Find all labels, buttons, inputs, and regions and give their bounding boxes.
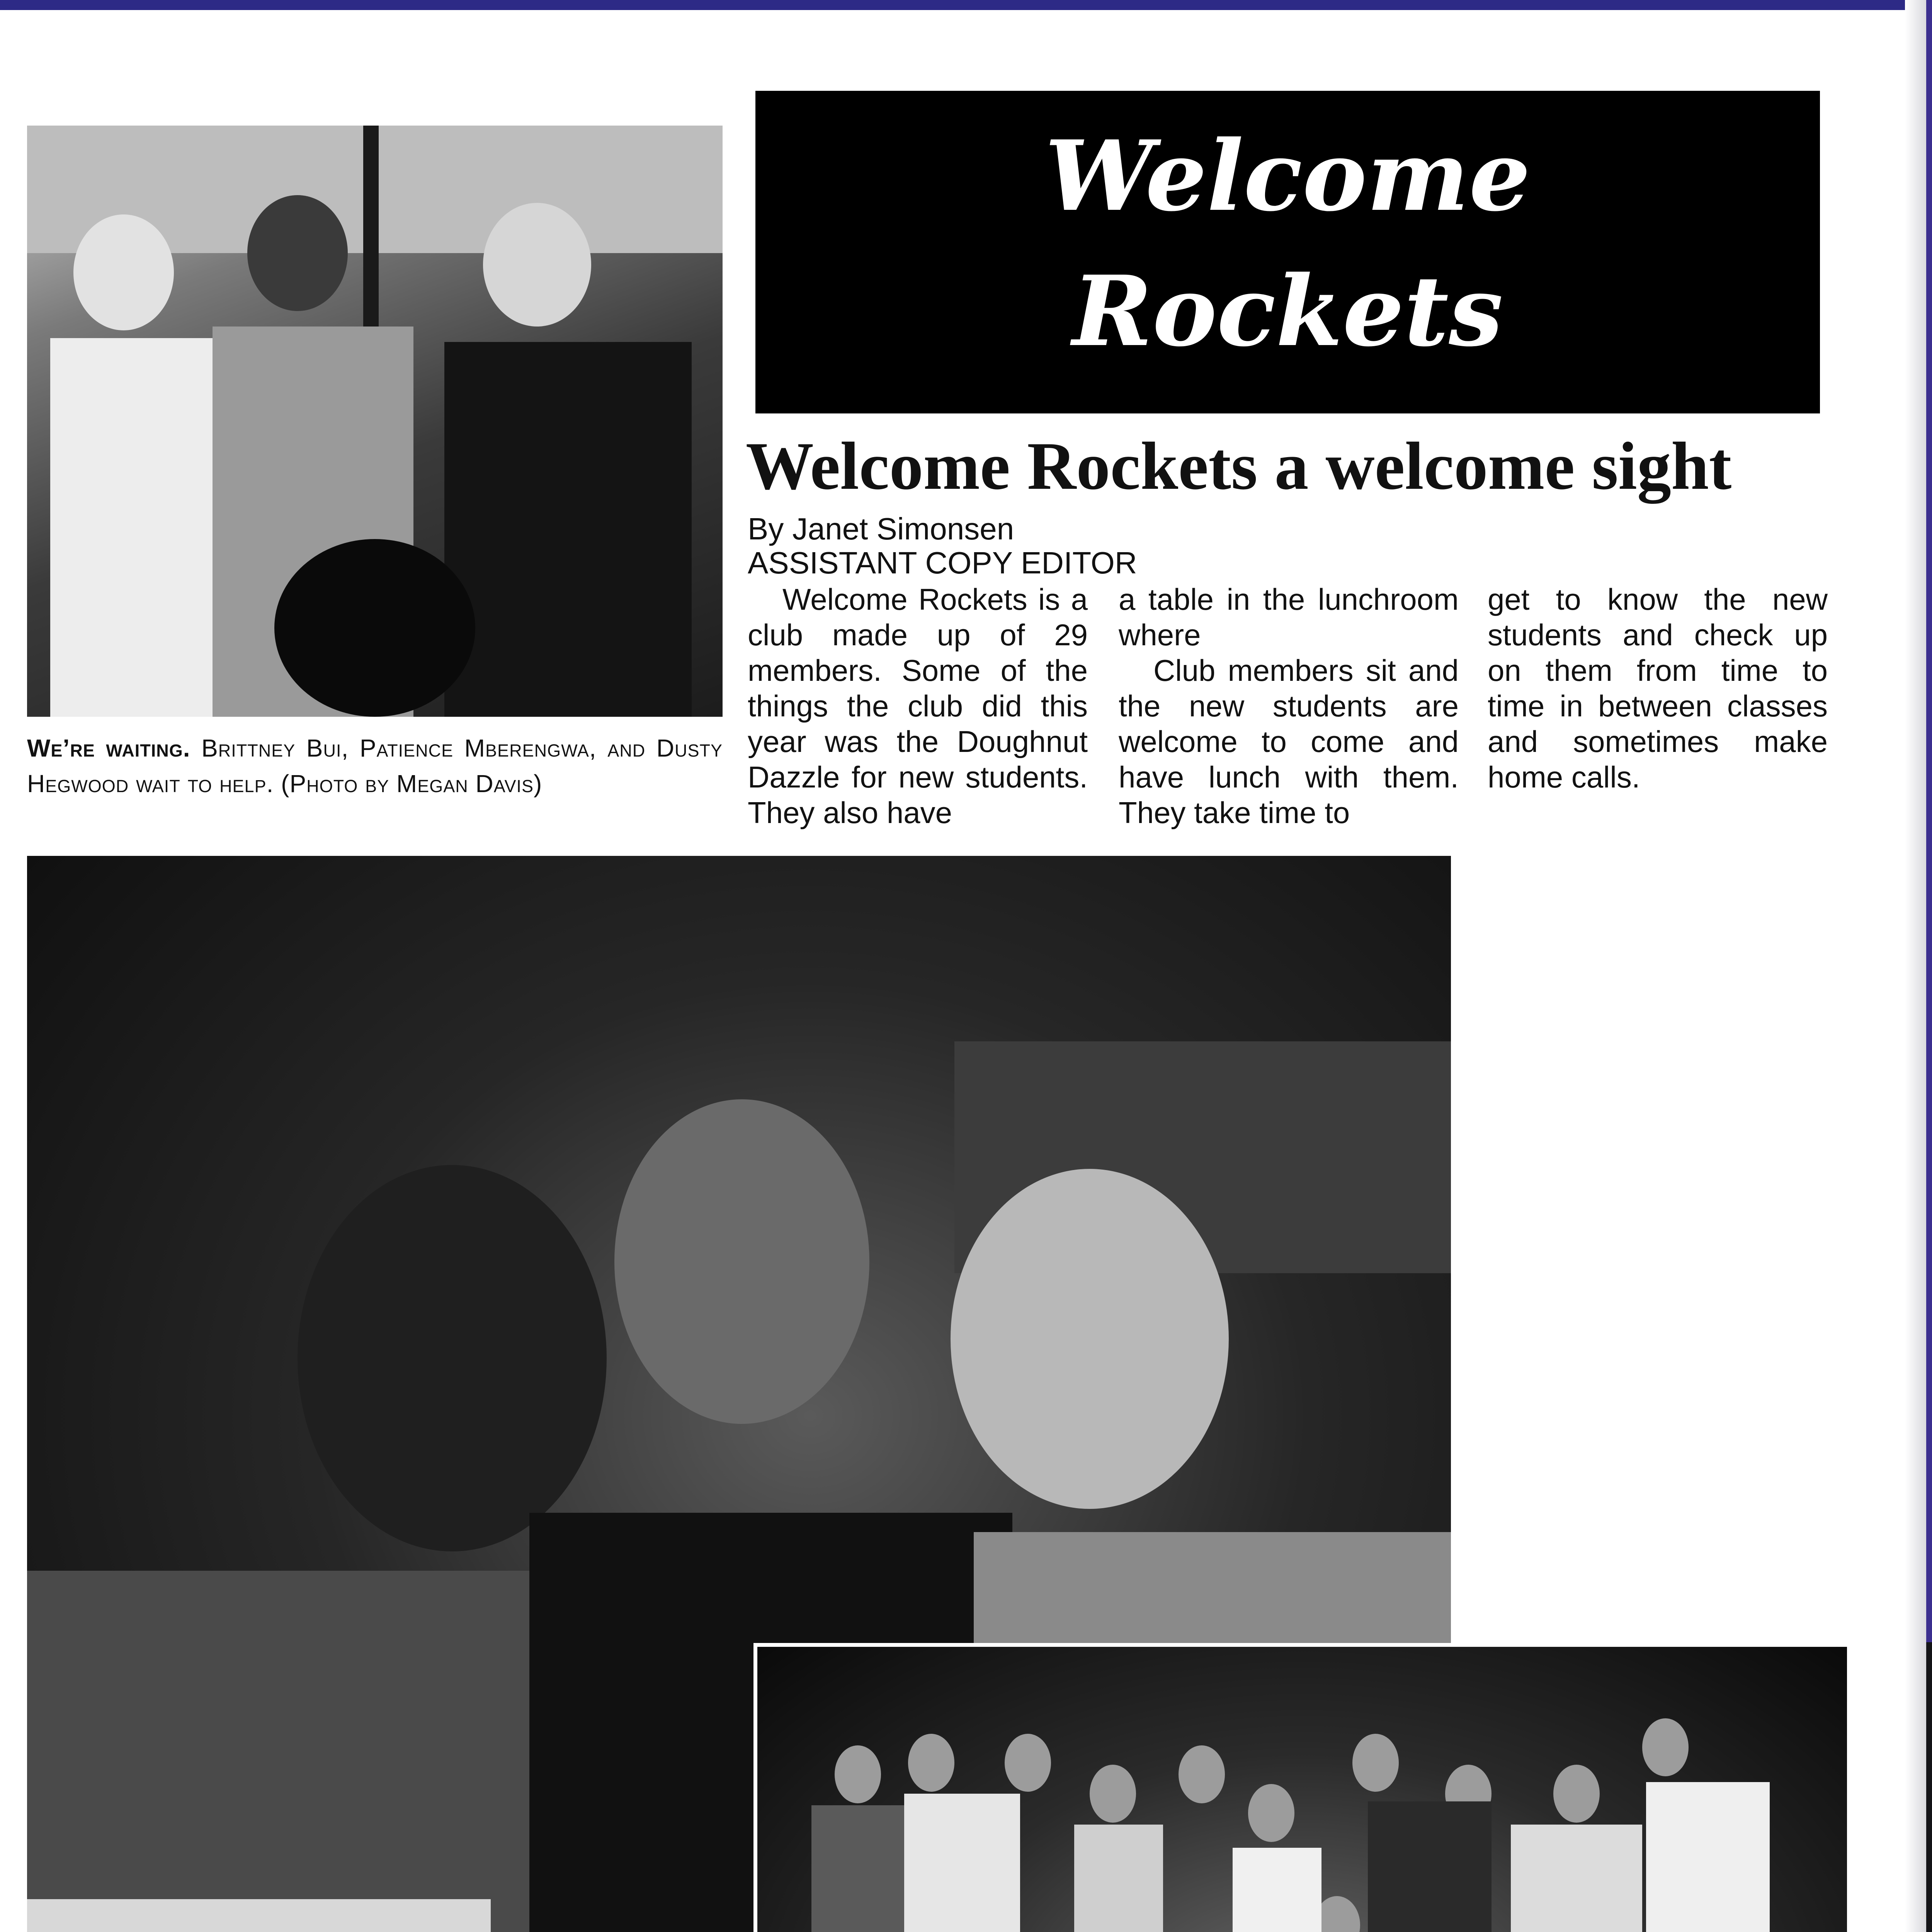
article-column-3 [1488, 582, 1828, 795]
byline-author: By Janet Simonsen [748, 512, 1014, 546]
banner-title-line-2: Rockets [1072, 254, 1503, 368]
article-byline [748, 512, 1137, 580]
article-paragraph-2-continued: get to know the new students and check up on them from time to time in between classes and sometimes make home calls. [1488, 582, 1828, 794]
byline-role: ASSISTANT COPY EDITOR [748, 546, 1137, 580]
caption-top-lead: We’re waiting. [27, 734, 190, 762]
page-top-edge [0, 0, 1932, 10]
photo-three-students-waiting [27, 126, 723, 717]
caption-top-text: Brittney Bui, Patience Mberengwa, and Dusty Hegwood wait to help. (Photo by Megan Davis) [27, 734, 723, 798]
page-side-edge-dark [1926, 1642, 1932, 1932]
article-paragraph-1: Welcome Rockets is a club made up of 29 members. Some of the things the club did this year was the Doughnut Dazzle for new students. They also have [748, 582, 1088, 830]
page-side-edge [1926, 0, 1932, 1642]
banner-title-line-1: Welcome [1045, 119, 1531, 233]
article-column-2 [1119, 582, 1459, 830]
page-spine-shadow [1905, 0, 1926, 1932]
article-paragraph-1-continued: a table in the lunchroom where [1119, 582, 1459, 652]
article-headline: Welcome Rockets a welcome sight [746, 429, 1732, 504]
photo-welcome-rockets-group [757, 1647, 1847, 1932]
article-column-1 [748, 582, 1088, 830]
section-title-banner [755, 91, 1820, 413]
caption-top-photo [27, 730, 723, 801]
article-paragraph-2: Club members sit and the new students are welcome to come and have lunch with them. They take time to [1119, 653, 1459, 830]
